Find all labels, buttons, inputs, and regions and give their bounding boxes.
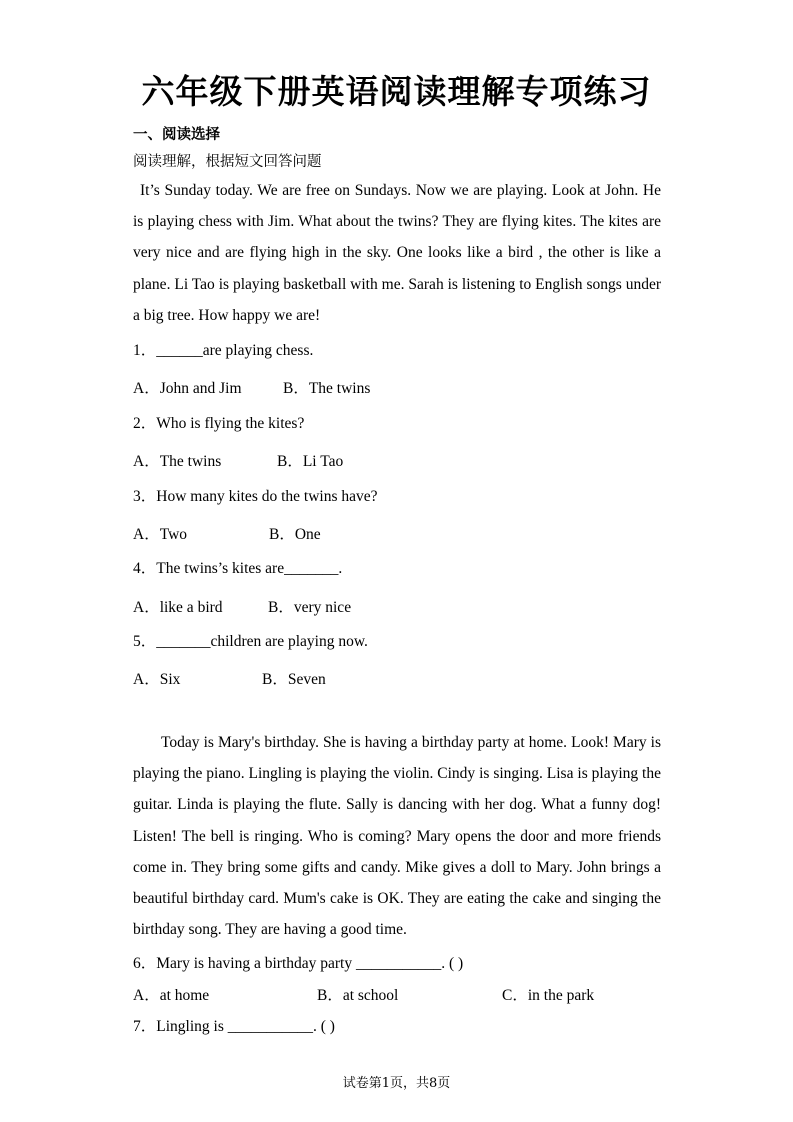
question-4: 4．The twins’s kites are_______. — [133, 560, 343, 577]
question-1: 1．______are playing chess. — [133, 342, 314, 359]
question-6: 6．Mary is having a birthday party ___________. ( ) — [133, 955, 464, 972]
question-2: 2．Who is flying the kites? — [133, 415, 305, 432]
question-2-option-b: B．Li Tao — [277, 453, 344, 470]
question-3-option-a: A．Two — [133, 526, 188, 543]
question-5-option-a: A．Six — [133, 671, 181, 688]
reading-passage-1: It’s Sunday today. We are free on Sundays. Now we are playing. Look at John. He is playing chess with Jim. What about the twins? They are flying kites. The kites are very nice and are flying high in the sky. One looks like a bird , the other is like a plane. Li Tao is playing basketball with me. Sarah is listening to English songs under a big tree. How happy we are! — [133, 182, 661, 324]
page-title: 六年级下册英语阅读理解专项练习 — [141, 72, 652, 111]
question-4-option-b: B．very nice — [268, 599, 352, 616]
question-1-option-a: A．John and Jim — [133, 380, 242, 397]
question-6-option-c: C．in the park — [502, 987, 595, 1004]
instruction-text: 阅读理解，根据短文回答问题 — [133, 154, 322, 170]
question-1-option-b: B．The twins — [283, 380, 371, 397]
question-2-option-a: A．The twins — [133, 453, 222, 470]
question-5: 5．_______children are playing now. — [133, 633, 368, 650]
question-7: 7．Lingling is ___________. ( ) — [133, 1018, 335, 1035]
question-3-option-b: B．One — [269, 526, 321, 543]
question-4-option-a: A．like a bird — [133, 599, 223, 616]
question-6-option-a: A．at home — [133, 987, 210, 1004]
question-5-option-b: B．Seven — [262, 671, 326, 688]
page-footer: 试卷第1页，共8页 — [342, 1076, 451, 1091]
reading-passage-2: Today is Mary's birthday. She is having a birthday party at home. Look! Mary is playing the piano. Lingling is playing the violin. Cindy is singing. Lisa is playing the guitar. Linda is playing the flute. Sally is dancing with her dog. What a funny dog! Listen! The bell is ringing. Who is coming? Mary opens the door and more friends come in. They bring some gifts and candy. Mike gives a doll to Mary. John brings a beautiful birthday card. Mum's cake is OK. They are eating the cake and singing the birthday song. They are having a good time. — [133, 734, 661, 939]
question-3: 3．How many kites do the twins have? — [133, 488, 378, 505]
question-6-option-b: B．at school — [317, 987, 399, 1004]
section-heading: 一、阅读选择 — [133, 127, 220, 143]
